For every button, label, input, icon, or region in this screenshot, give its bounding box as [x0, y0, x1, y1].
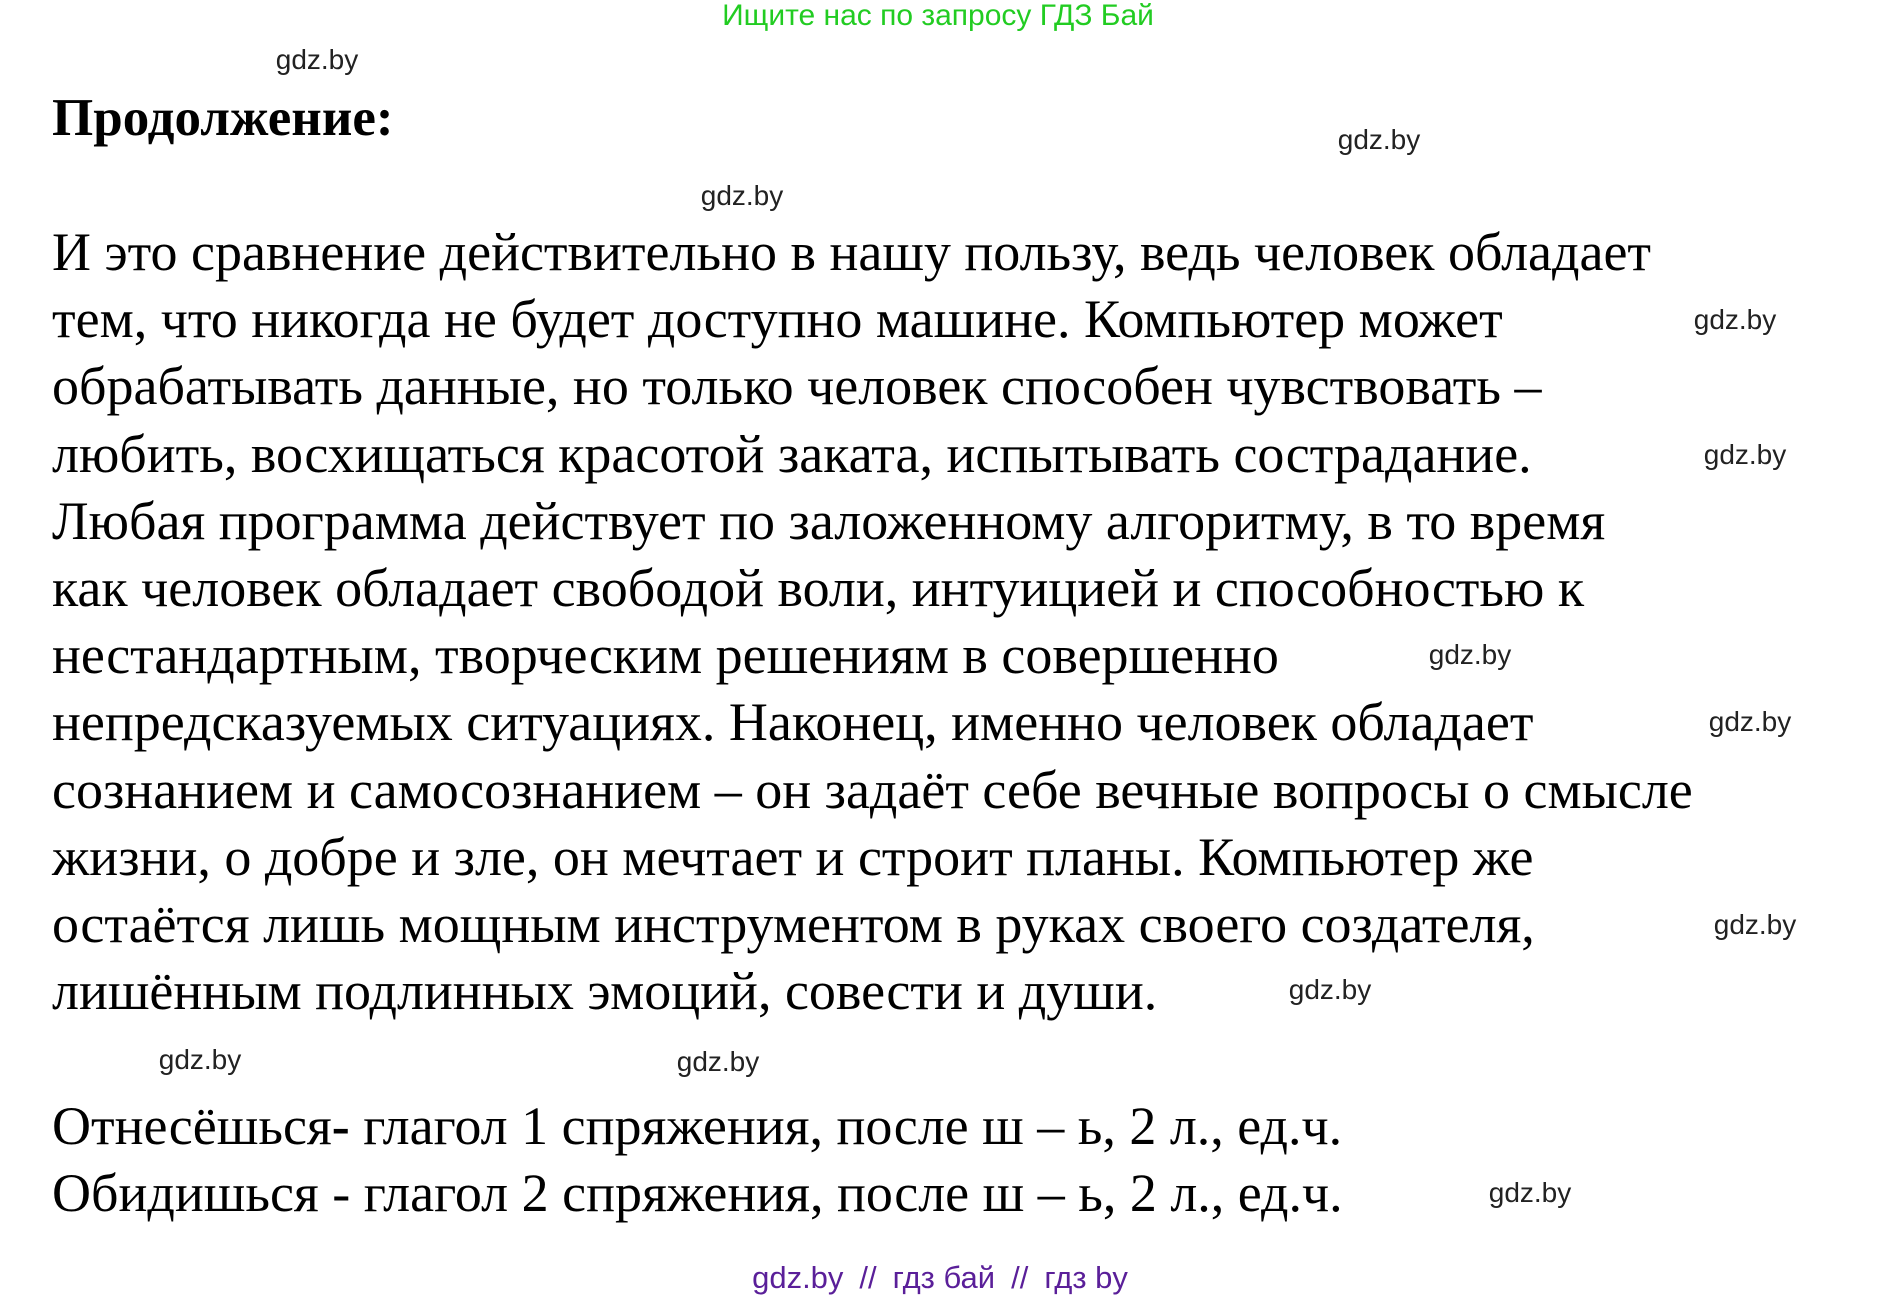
watermark: gdz.by: [275, 44, 359, 75]
paragraph-line: жизни, о добре и зле, он мечтает и строит планы. Компьютер же: [52, 827, 1534, 887]
watermark: gdz.by: [1488, 1177, 1572, 1208]
footer-link[interactable]: gdz.by: [752, 1260, 844, 1295]
watermark: gdz.by: [1288, 974, 1372, 1005]
watermark: gdz.by: [700, 180, 784, 211]
footer-links: [744, 1260, 1136, 1296]
paragraph-line: нестандартным, творческим решениям в совершенно: [52, 625, 1279, 685]
paragraph-line: обрабатывать данные, но только человек способен чувствовать –: [52, 356, 1542, 416]
watermark: gdz.by: [1713, 909, 1797, 940]
paragraph-line: Любая программа действует по заложенному алгоритму, в то время: [52, 491, 1606, 551]
analysis-word: Обидишься: [52, 1163, 319, 1223]
analysis-text: глагол 1 спряжения, после ш – ь, 2 л., ед.ч.: [349, 1096, 1343, 1156]
paragraph-line: тем, что никогда не будет доступно машине. Компьютер может: [52, 289, 1503, 349]
watermark: gdz.by: [676, 1046, 760, 1077]
paragraph-line: остаётся лишь мощным инструментом в руках своего создателя,: [52, 894, 1535, 954]
watermark: gdz.by: [1337, 124, 1421, 155]
analysis-word: Отнесёшься: [52, 1096, 332, 1156]
watermark: gdz.by: [1693, 304, 1777, 335]
footer-link[interactable]: гдз бай: [892, 1260, 996, 1295]
footer-link[interactable]: гдз by: [1044, 1260, 1128, 1295]
watermark: gdz.by: [1703, 439, 1787, 470]
footer-separator: //: [1011, 1260, 1029, 1295]
analysis-dash: -: [318, 1163, 351, 1223]
footer-separator: //: [859, 1260, 877, 1295]
watermark: gdz.by: [158, 1044, 242, 1075]
paragraph-line: И это сравнение действительно в нашу пользу, ведь человек обладает: [52, 222, 1652, 282]
heading: Продолжение:: [52, 89, 394, 147]
analysis-line: [52, 1160, 1343, 1227]
paragraph-line: как человек обладает свободой воли, интуицией и способностью к: [52, 558, 1585, 618]
paragraph-line: лишённым подлинных эмоций, совести и души.: [52, 961, 1158, 1021]
analysis-text: глагол 2 спряжения, после ш – ь, 2 л., ед.ч.: [350, 1163, 1343, 1223]
analysis-dash: -: [331, 1096, 350, 1156]
watermark: gdz.by: [1428, 639, 1512, 670]
watermark: gdz.by: [1708, 706, 1792, 737]
paragraph-line: любить, восхищаться красотой заката, испытывать сострадание.: [52, 424, 1532, 484]
paragraph-line: сознанием и самосознанием – он задаёт себе вечные вопросы о смысле: [52, 760, 1693, 820]
paragraph-line: непредсказуемых ситуациях. Наконец, именно человек обладает: [52, 692, 1534, 752]
search-banner: Ищите нас по запросу ГДЗ Бай: [722, 0, 1154, 32]
analysis-line: [52, 1093, 1342, 1160]
